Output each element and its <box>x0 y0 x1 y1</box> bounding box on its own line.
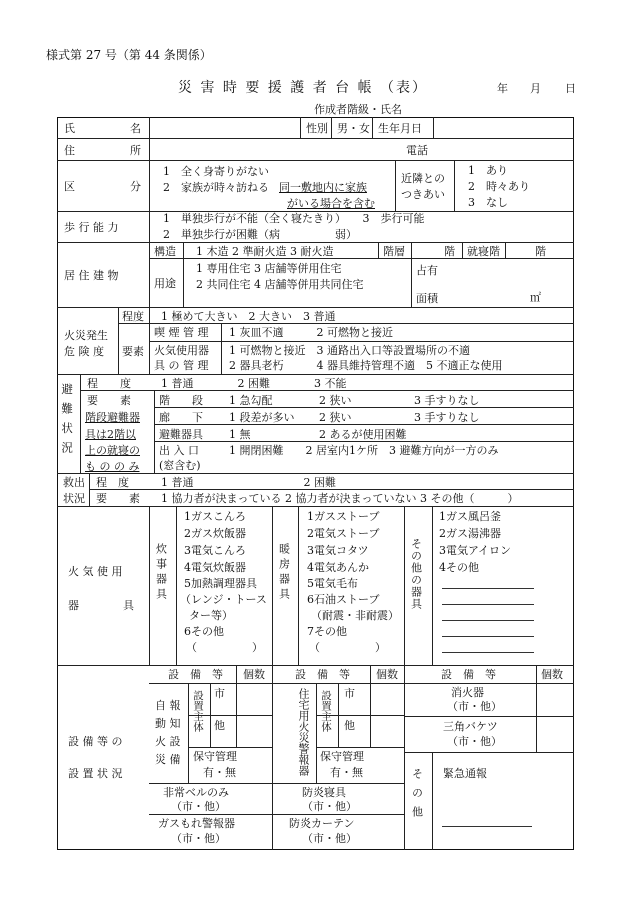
other-equip-blank-1[interactable] <box>442 588 534 589</box>
fire-appliance-label-b: 具 の 管 理 <box>154 359 209 372</box>
table-rule-horizontal <box>404 716 574 717</box>
table-rule-horizontal <box>57 506 574 507</box>
count-header-2: 個数 <box>376 668 398 681</box>
facility-others-label: その他 <box>410 768 424 825</box>
fire-appliance-label-a: 火気使用器 <box>154 344 209 357</box>
auto-alarm-line-3: 火 設 <box>155 735 181 748</box>
cooking-item-1[interactable]: 1ガスこんろ <box>184 510 246 523</box>
hall-opt1[interactable]: 1 段差が多い <box>229 411 295 424</box>
table-rule-horizontal <box>149 258 574 259</box>
use-label: 用途 <box>154 277 176 290</box>
exit-label-a: 出 入 口 <box>159 444 199 457</box>
emergency-call-label: 緊急通報 <box>443 767 487 780</box>
fire-risk-label-a: 火災発生 <box>64 329 108 342</box>
table-rule-vertical <box>505 242 506 258</box>
stairs-opt3[interactable]: 3 手すりなし <box>414 394 480 407</box>
cooking-item-6-blank[interactable]: （ ） <box>186 641 263 654</box>
other-equip-item-1[interactable]: 1ガス風呂釜 <box>439 510 501 523</box>
birth-label: 生年月日 <box>378 122 422 135</box>
table-rule-vertical <box>221 323 222 374</box>
table-rule-horizontal <box>57 374 574 375</box>
table-rule-vertical <box>454 160 455 211</box>
fire-equip-label-a: 火 気 使 用 <box>68 565 123 578</box>
cooking-item-2[interactable]: 2ガス炊飯器 <box>184 527 246 540</box>
auto-alarm-line-2: 動 知 <box>155 717 181 730</box>
stairs-opt2[interactable]: 2 狭い <box>319 394 352 407</box>
other-equip-item-3[interactable]: 3電気アイロン <box>439 544 512 557</box>
other-equip-blank-5[interactable] <box>442 652 534 653</box>
heating-item-7-blank[interactable]: （ ） <box>309 641 386 654</box>
other-equip-blank-4[interactable] <box>442 636 534 637</box>
auto-alarm-line-1: 自 報 <box>155 699 181 712</box>
class-opt2-note-a: 同一敷地内に家族 <box>279 181 367 194</box>
structure-label: 構造 <box>154 245 176 258</box>
house-alarm-other[interactable]: 他 <box>344 719 355 732</box>
auto-alarm-owner-label: 設置主体 <box>192 690 205 732</box>
facility-header-2: 設 備 等 <box>295 668 350 681</box>
table-rule-vertical <box>411 242 412 307</box>
rescue-factor-label: 要 素 <box>96 492 140 505</box>
cooking-item-3[interactable]: 3電気こんろ <box>184 544 246 557</box>
hall-label: 廊 下 <box>159 411 203 424</box>
page-title: 災 害 時 要 援 護 者 台 帳 （表） <box>178 80 429 96</box>
rescue-degree-options[interactable]: 1 普通 2 困難 <box>161 476 336 489</box>
area-unit: ㎡ <box>530 291 541 304</box>
smoking-options[interactable]: 1 灰皿不適 2 可燃物と接近 <box>229 326 393 339</box>
stairs-opt1[interactable]: 1 急勾配 <box>229 394 273 407</box>
fire-factor-label: 要素 <box>122 345 144 358</box>
date-month: 月 <box>530 82 541 95</box>
sex-options[interactable]: 男・女 <box>337 122 370 135</box>
neighbor-label-b: つきあい <box>401 188 445 201</box>
auto-alarm-maint-options[interactable]: 有・無 <box>203 766 236 779</box>
hall-opt3[interactable]: 3 手すりなし <box>414 411 480 424</box>
other-equip-item-2[interactable]: 2ガス湯沸器 <box>439 527 501 540</box>
author-label: 作成者階級・氏名 <box>314 103 402 116</box>
heating-item-1[interactable]: 1ガスストーブ <box>307 510 380 523</box>
rescue-factor-options[interactable]: 1 協力者が決まっている 2 協力者が決まっていない 3 その他（ ） <box>161 492 519 505</box>
evac-equip-label: 避難器具 <box>159 428 203 441</box>
neighbor-opt2[interactable]: 2 時々あり <box>468 180 530 193</box>
evac-degree-label: 程 度 <box>87 377 131 390</box>
evac-factor-label: 要 素 <box>87 394 131 407</box>
table-rule-vertical <box>298 506 299 665</box>
gas-alarm-label: ガスもれ警報器 <box>158 817 235 830</box>
bed-floor-unit: 階 <box>535 245 546 258</box>
building-label: 居 住 建 物 <box>64 269 119 282</box>
cooking-item-5-note-b: ター等） <box>189 609 233 622</box>
name-label: 氏 名 <box>64 122 141 135</box>
class-label: 区 分 <box>64 180 141 193</box>
gas-alarm-owner[interactable]: （市・他） <box>171 832 226 845</box>
fire-degree-options[interactable]: 1 極めて大きい 2 大きい 3 普通 <box>161 310 336 323</box>
fire-bedding-owner[interactable]: （市・他） <box>302 800 357 813</box>
walk-label: 歩 行 能 力 <box>64 221 119 234</box>
fire-curtain-owner[interactable]: （市・他） <box>302 832 357 845</box>
table-rule-horizontal <box>57 138 574 139</box>
occupy-label: 占有 <box>416 264 438 277</box>
table-rule-vertical <box>316 683 317 783</box>
house-alarm-maint-options[interactable]: 有・無 <box>330 766 363 779</box>
fire-bedding-label: 防炎寝具 <box>302 786 346 799</box>
cooking-item-5[interactable]: 5加熱調理器具 <box>184 577 257 590</box>
table-rule-horizontal <box>57 307 574 308</box>
area-label: 面積 <box>416 292 438 305</box>
table-rule-vertical <box>404 506 405 665</box>
auto-alarm-line-4: 災 備 <box>155 753 181 766</box>
evac-equip-opt2[interactable]: 2 あるが使用困難 <box>319 428 407 441</box>
table-rule-horizontal <box>149 783 404 784</box>
house-alarm-maint-label: 保守管理 <box>320 750 364 763</box>
rescue-label-a: 救出 <box>63 476 85 489</box>
facilities-label-a: 設 備 等 の <box>68 735 123 748</box>
table-rule-vertical <box>462 242 463 258</box>
table-rule-horizontal <box>149 683 574 684</box>
table-rule-vertical <box>176 506 177 665</box>
table-rule-vertical <box>118 307 119 374</box>
table-rule-horizontal <box>118 323 574 324</box>
rescue-degree-label: 程 度 <box>96 476 129 489</box>
house-alarm-label: 住宅用火災警報器 <box>297 688 310 776</box>
sex-label: 性別 <box>306 122 328 135</box>
fire-risk-label-b: 危 険 度 <box>64 345 104 358</box>
table-rule-vertical <box>331 117 332 138</box>
auto-alarm-maint-label: 保守管理 <box>193 750 237 763</box>
table-rule-horizontal <box>89 489 574 490</box>
table-rule-horizontal <box>404 752 574 753</box>
address-label: 住 所 <box>64 144 141 157</box>
table-rule-vertical <box>149 117 150 307</box>
class-opt2-note-b: がいる場合を含む <box>287 197 375 210</box>
table-rule-vertical <box>149 506 150 665</box>
table-rule-vertical <box>433 117 434 138</box>
table-rule-vertical <box>378 242 379 258</box>
table-rule-vertical <box>154 390 155 473</box>
facilities-label-b: 設 置 状 況 <box>68 767 123 780</box>
table-rule-vertical <box>536 665 537 683</box>
table-rule-vertical <box>370 665 371 683</box>
bucket-owner[interactable]: （市・他） <box>447 735 502 748</box>
table-rule-horizontal <box>80 390 574 391</box>
exit-options[interactable]: 1 開閉困難 2 居室内1ケ所 3 避難方向が一方のみ <box>229 444 499 457</box>
fire-appliance-options-a[interactable]: 1 可燃物と接近 3 通路出入口等設置場所の不適 <box>229 344 470 357</box>
cooking-item-6[interactable]: 6その他 <box>184 625 224 638</box>
floors-label: 階層 <box>383 245 405 258</box>
neighbor-label-a: 近隣との <box>401 172 445 185</box>
bucket-label: 三角バケツ <box>443 720 498 733</box>
floors-unit: 階 <box>444 245 455 258</box>
bed-floor-label: 就寝階 <box>467 245 500 258</box>
table-rule-vertical <box>188 683 189 783</box>
heating-item-7[interactable]: 7その他 <box>307 625 347 638</box>
use-line1[interactable]: 1 専用住宅 3 店舗等併用住宅 <box>196 262 342 275</box>
table-rule-horizontal <box>154 424 574 425</box>
other-equip-item-4[interactable]: 4その他 <box>439 561 479 574</box>
class-opt1[interactable]: 1 全く身寄りがない <box>163 165 269 178</box>
house-alarm-owner-label: 設置主体 <box>320 690 333 732</box>
count-header-3: 個数 <box>541 668 563 681</box>
table-rule-horizontal <box>149 341 574 342</box>
date-day: 日 <box>565 82 576 95</box>
evac-note-1: 階段避難器 <box>85 411 140 424</box>
rescue-label-b: 状況 <box>63 492 85 505</box>
table-rule-vertical <box>300 117 301 138</box>
phone-label: 電話 <box>406 144 428 157</box>
bell-owner[interactable]: （市・他） <box>171 800 226 813</box>
table-rule-vertical <box>536 683 537 752</box>
stairs-label: 階 段 <box>159 394 203 407</box>
hall-opt2[interactable]: 2 狭い <box>319 411 352 424</box>
table-rule-vertical <box>272 506 273 665</box>
table-rule-horizontal <box>57 242 574 243</box>
house-alarm-city[interactable]: 市 <box>344 687 355 700</box>
heating-item-6[interactable]: 6石油ストーブ <box>307 593 380 606</box>
walk-line2[interactable]: 2 単独歩行が困難（病 弱） <box>163 228 357 241</box>
count-header-1: 個数 <box>243 668 265 681</box>
evac-note-3: 上の就寝の <box>85 444 140 457</box>
heating-item-2[interactable]: 2電気ストーブ <box>307 527 380 540</box>
cooking-item-5-note-a: （レンジ・トース <box>180 593 267 606</box>
fire-appliance-options-b[interactable]: 2 器具老朽 4 器具維持管理不適 5 不適正な使用 <box>229 359 503 372</box>
cooking-item-4[interactable]: 4電気炊飯器 <box>184 561 246 574</box>
smoking-label: 喫 煙 管 理 <box>154 326 209 339</box>
evac-degree-options[interactable]: 1 普通 2 困難 3 不能 <box>161 377 347 390</box>
date-year: 年 <box>497 82 508 95</box>
form-number: 様式第 27 号（第 44 条関係） <box>46 48 212 62</box>
table-rule-vertical <box>372 117 373 138</box>
table-rule-horizontal <box>316 747 404 748</box>
other-equip-blank-2[interactable] <box>442 604 534 605</box>
heating-label: 暖房器具 <box>277 543 291 603</box>
extinguisher-label: 消火器 <box>451 686 484 699</box>
heating-item-4[interactable]: 4電気あんか <box>307 561 369 574</box>
evac-note-4: も の の み <box>85 460 140 473</box>
neighbor-opt3[interactable]: 3 なし <box>468 196 508 209</box>
table-rule-horizontal <box>57 473 574 474</box>
table-rule-vertical <box>236 665 237 683</box>
table-rule-vertical <box>272 665 273 783</box>
evac-note-2: 具は2階以 <box>85 428 136 441</box>
table-rule-vertical <box>395 160 396 211</box>
extinguisher-owner[interactable]: （市・他） <box>447 700 502 713</box>
table-rule-vertical <box>432 506 433 665</box>
table-rule-horizontal <box>57 160 574 161</box>
facility-header-1: 設 備 等 <box>168 668 223 681</box>
table-rule-vertical <box>404 665 405 850</box>
evac-label: 避難状況 <box>60 383 75 461</box>
facility-header-3: 設 備 等 <box>441 668 496 681</box>
table-rule-vertical <box>432 752 433 850</box>
fire-curtain-label: 防炎カーテン <box>289 817 355 830</box>
table-rule-horizontal <box>149 814 404 815</box>
cooking-label: 炊事器具 <box>154 543 168 603</box>
table-rule-vertical <box>183 242 184 307</box>
other-equip-blank-3[interactable] <box>442 620 534 621</box>
heating-item-6-note: （耐震・非耐震） <box>311 609 399 622</box>
use-line2[interactable]: 2 共同住宅 4 店舗等併用共同住宅 <box>196 278 364 291</box>
structure-options[interactable]: 1 木造 2 準耐火造 3 耐火造 <box>196 245 334 258</box>
table-rule-vertical <box>80 374 81 473</box>
fire-degree-label: 程度 <box>122 310 144 323</box>
heating-item-5[interactable]: 5電気毛布 <box>307 577 358 590</box>
neighbor-opt1[interactable]: 1 あり <box>468 164 508 177</box>
walk-line1[interactable]: 1 単独歩行が不能（全く寝たきり） 3 歩行可能 <box>163 212 425 225</box>
auto-alarm-other[interactable]: 他 <box>214 719 225 732</box>
table-rule-horizontal <box>57 665 574 666</box>
fire-equip-label-b: 器 具 <box>68 599 134 612</box>
other-equip-label: その他の器具 <box>409 538 423 610</box>
exit-label-b: (窓含む) <box>159 459 201 472</box>
emergency-blank[interactable] <box>442 826 532 827</box>
bell-label: 非常ベルのみ <box>163 786 229 799</box>
table-rule-horizontal <box>188 747 272 748</box>
name-field[interactable] <box>152 123 298 135</box>
class-opt2[interactable]: 2 家族が時々訪ねる <box>163 181 269 194</box>
table-rule-vertical <box>272 783 273 850</box>
heating-item-3[interactable]: 3電気コタツ <box>307 544 369 557</box>
evac-equip-opt1[interactable]: 1 無 <box>229 428 251 441</box>
table-rule-horizontal <box>154 441 574 442</box>
table-rule-horizontal <box>154 407 574 408</box>
auto-alarm-city[interactable]: 市 <box>214 687 225 700</box>
